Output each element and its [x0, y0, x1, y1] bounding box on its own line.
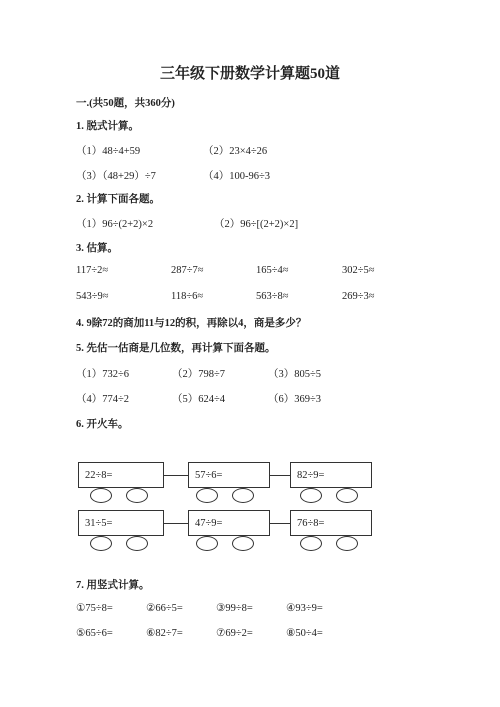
- question-4-heading: 4. 9除72的商加11与12的积，再除以4，商是多少？: [76, 318, 307, 329]
- train-coupling: [270, 475, 290, 476]
- wheel-circle: [126, 488, 148, 503]
- wheel-circle: [336, 536, 358, 551]
- q5-item: （5）624÷4: [172, 394, 226, 405]
- train-coupling: [164, 475, 188, 476]
- estimate-item: 269÷3≈: [342, 291, 375, 302]
- q1-item: （2）23×4÷26: [203, 146, 268, 157]
- q1-item: （4）100-96÷3: [203, 171, 271, 182]
- question-5-heading: 5. 先估一估商是几位数，再计算下面各题。: [76, 343, 276, 354]
- estimate-item: 287÷7≈: [171, 265, 204, 276]
- wheel-circle: [196, 488, 218, 503]
- estimate-item: 302÷5≈: [342, 265, 375, 276]
- q7-item: ②66÷5=: [146, 603, 183, 614]
- estimate-item: 543÷9≈: [76, 291, 109, 302]
- q7-item: ③99÷8=: [216, 603, 253, 614]
- question-7-heading: 7. 用竖式计算。: [76, 580, 150, 591]
- q7-item: ⑦69÷2=: [216, 628, 253, 639]
- train-car: 76÷8=: [290, 510, 372, 536]
- q5-item: （2）798÷7: [172, 369, 226, 380]
- q1-item: （1）48÷4+59: [76, 146, 141, 157]
- page-title: 三年级下册数学计算题50道: [159, 66, 340, 82]
- q7-item: ⑥82÷7=: [146, 628, 183, 639]
- q5-item: （6）369÷3: [268, 394, 322, 405]
- q2-item: （1）96÷(2+2)×2: [76, 219, 154, 230]
- wheel-circle: [90, 536, 112, 551]
- estimate-item: 117÷2≈: [76, 265, 109, 276]
- wheel-circle: [126, 536, 148, 551]
- estimate-item: 563÷8≈: [256, 291, 289, 302]
- wheel-circle: [300, 536, 322, 551]
- section-heading: 一.(共50题，共360分): [76, 98, 175, 109]
- q2-item: （2）96÷[(2+2)×2]: [214, 219, 299, 230]
- wheel-circle: [300, 488, 322, 503]
- wheel-circle: [196, 536, 218, 551]
- question-6-heading: 6. 开火车。: [76, 419, 129, 430]
- train-coupling: [164, 523, 188, 524]
- q5-item: （1）732÷6: [76, 369, 130, 380]
- q7-item: ⑧50÷4=: [286, 628, 323, 639]
- q1-item: （3）（48+29）÷7: [76, 171, 156, 182]
- question-2-heading: 2. 计算下面各题。: [76, 194, 160, 205]
- wheel-circle: [336, 488, 358, 503]
- estimate-item: 118÷6≈: [171, 291, 204, 302]
- train-car: 31÷5=: [78, 510, 164, 536]
- train-car: 82÷9=: [290, 462, 372, 488]
- q7-item: ①75÷8=: [76, 603, 113, 614]
- train-coupling: [270, 523, 290, 524]
- train-car: 47÷9=: [188, 510, 270, 536]
- question-3-heading: 3. 估算。: [76, 243, 118, 254]
- train-car: 57÷6=: [188, 462, 270, 488]
- q5-item: （3）805÷5: [268, 369, 322, 380]
- question-1-heading: 1. 脱式计算。: [76, 121, 139, 132]
- wheel-circle: [232, 536, 254, 551]
- q5-item: （4）774÷2: [76, 394, 130, 405]
- q7-item: ④93÷9=: [286, 603, 323, 614]
- estimate-item: 165÷4≈: [256, 265, 289, 276]
- train-car: 22÷8=: [78, 462, 164, 488]
- wheel-circle: [90, 488, 112, 503]
- q7-item: ⑤65÷6=: [76, 628, 113, 639]
- wheel-circle: [232, 488, 254, 503]
